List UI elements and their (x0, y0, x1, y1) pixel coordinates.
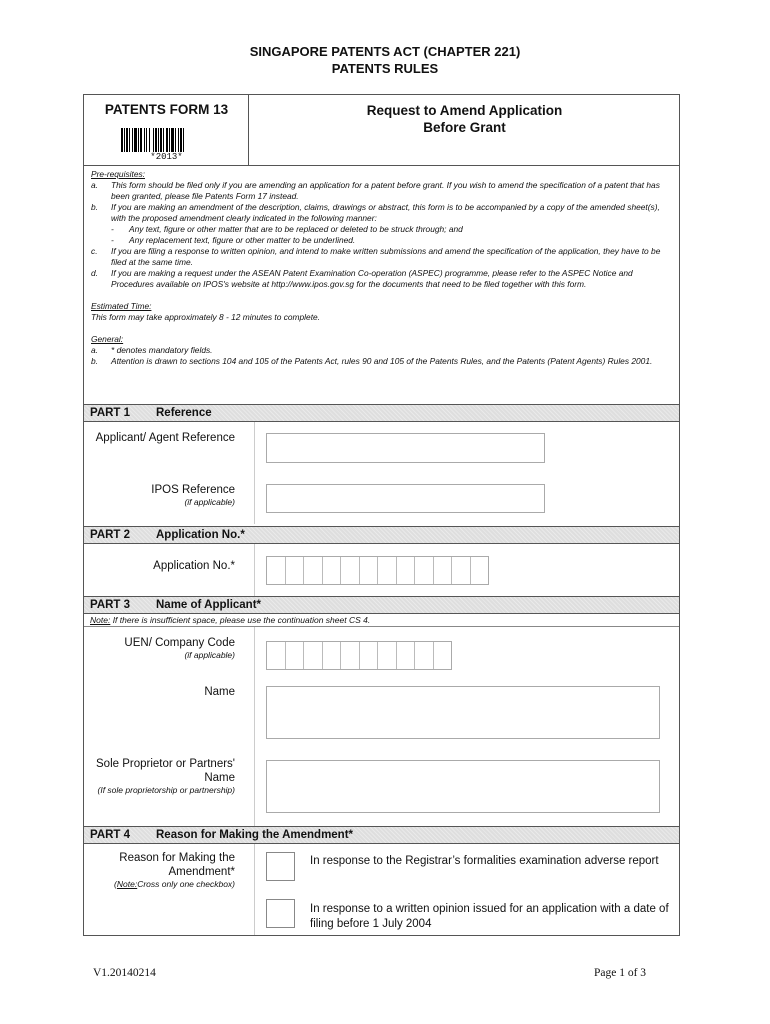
application-number-cell[interactable] (304, 557, 323, 584)
ipos-ref-input[interactable] (266, 484, 545, 513)
form-frame (83, 94, 680, 936)
reason-checkbox-2[interactable] (266, 899, 295, 928)
uen-cell[interactable] (323, 642, 342, 669)
part2-title: Application No.* (156, 529, 245, 541)
prereq-d: d. If you are making a request under the ASEAN Patent Examination Co-operation (ASPEC) programme, please refer to the ASPEC Notice and Procedures available on IPOS's website at http://www.ipos.gov.sg for the documents that need to be filed together with this form. (91, 268, 633, 289)
part4-title: Reason for Making the Amendment* (156, 829, 354, 841)
barcode-bar (121, 128, 123, 152)
prereq-a: a. This form should be filed only if you are amending an application for a patent before grant. If you wish to amend the specification of a patent that has been granted, please file Patents Form 17 instead. (91, 180, 660, 201)
reason-option-1: In response to the Registrar’s formalities examination adverse report (310, 855, 659, 867)
prereq-c: c. If you are filing a response to written opinion, and intend to make written submissions and amend the specification of the application, they have to be filed at the same time. (91, 246, 661, 267)
application-number-input[interactable] (266, 556, 489, 585)
sole-label: Sole Proprietor or Partners' Name (If sole proprietorship or partnership) (85, 757, 235, 796)
barcode-bar (178, 128, 179, 152)
reason-option-2: In response to a written opinion issued for an application with a date of filing before 1 July 2004 (310, 903, 669, 930)
uen-cell[interactable] (267, 642, 286, 669)
application-number-cell[interactable] (452, 557, 471, 584)
app-no-label: Application No.* (153, 560, 235, 572)
rules-title: PATENTS RULES (331, 61, 439, 76)
time-heading: Estimated Time: (91, 301, 152, 311)
application-number-cell[interactable] (267, 557, 286, 584)
uen-cell[interactable] (341, 642, 360, 669)
barcode-icon (121, 128, 213, 152)
applicant-ref-input[interactable] (266, 433, 545, 463)
general-b: b. Attention is drawn to sections 104 and 105 of the Patents Act, rules 90 and 105 of the Patents Rules, and the Patents (Patent Agents) Rules 2001. (91, 356, 653, 366)
part3-number: PART 3 (90, 599, 131, 611)
part1-number: PART 1 (90, 407, 131, 419)
barcode-bar (124, 128, 125, 152)
barcode-bar (134, 128, 137, 152)
form-title (249, 95, 680, 165)
prereq-heading: Pre-requisites: (91, 169, 145, 179)
uen-cell[interactable] (304, 642, 323, 669)
part1-header (84, 404, 679, 422)
barcode-text: *2013* (150, 152, 183, 162)
form-number: PATENTS FORM 13 (104, 102, 229, 117)
sole-proprietor-input[interactable] (266, 760, 660, 813)
uen-cell[interactable] (360, 642, 379, 669)
uen-cell[interactable] (378, 642, 397, 669)
barcode-bar (155, 128, 157, 152)
time-text: This form may take approximately 8 - 12 minutes to complete. (91, 312, 321, 322)
name-label: Name (204, 686, 235, 698)
reason-note: (Note:Cross only one checkbox) (114, 879, 235, 889)
applicant-ref-label: Applicant/ Agent Reference (95, 432, 235, 444)
barcode-bar (153, 128, 154, 152)
uen-sub: (if applicable) (184, 650, 235, 660)
ipos-ref-label: IPOS Reference (if applicable) (85, 483, 235, 508)
reason-label: Reason for Making the Amendment* (Note:Cross only one checkbox) (85, 851, 235, 890)
form-title-line2: Before Grant (423, 120, 506, 135)
barcode-bar (149, 128, 150, 152)
uen-input[interactable] (266, 641, 452, 670)
barcode-bar (126, 128, 128, 152)
page-number: Page 1 of 3 (594, 967, 647, 979)
part2-number: PART 2 (90, 529, 131, 541)
barcode-bar (138, 128, 139, 152)
part4-number: PART 4 (90, 829, 131, 841)
instructions (91, 169, 676, 367)
barcode-bar (158, 128, 159, 152)
divider (254, 544, 255, 596)
part4-header (84, 826, 679, 844)
barcode-bar (169, 128, 170, 152)
application-number-cell[interactable] (378, 557, 397, 584)
divider (254, 844, 255, 935)
sole-sub: (If sole proprietorship or partnership) (97, 785, 235, 795)
uen-cell[interactable] (286, 642, 305, 669)
reason-checkbox-1[interactable] (266, 852, 295, 881)
barcode-bar (144, 128, 145, 152)
application-number-cell[interactable] (360, 557, 379, 584)
barcode-bar (140, 128, 142, 152)
ipos-ref-sub: (if applicable) (184, 497, 235, 507)
barcode-bar (146, 128, 147, 152)
application-number-cell[interactable] (471, 557, 489, 584)
uen-label: UEN/ Company Code (if applicable) (85, 636, 235, 661)
uen-cell[interactable] (415, 642, 434, 669)
part1-title: Reference (156, 407, 212, 419)
divider (84, 626, 679, 627)
general-a: a. * denotes mandatory fields. (91, 345, 213, 355)
form-title-line1: Request to Amend Application (366, 103, 563, 118)
divider (254, 627, 255, 826)
part3-note: Note: If there is insufficient space, please use the continuation sheet CS 4. (90, 615, 371, 625)
barcode-bar (183, 128, 184, 152)
application-number-cell[interactable] (434, 557, 453, 584)
uen-cell[interactable] (397, 642, 416, 669)
part2-header (84, 526, 679, 544)
application-number-cell[interactable] (397, 557, 416, 584)
barcode-bar (180, 128, 182, 152)
general-heading: General: (91, 334, 124, 344)
barcode-bar (163, 128, 164, 152)
divider (84, 165, 679, 166)
uen-cell[interactable] (434, 642, 452, 669)
barcode-bar (160, 128, 162, 152)
barcode-bar (132, 128, 133, 152)
form-number-cell (84, 95, 249, 165)
prereq-b-dash-1: - Any text, figure or other matter that are to be replaced or deleted to be struck through; and (111, 224, 463, 234)
version: V1.20140214 (93, 967, 156, 979)
application-number-cell[interactable] (415, 557, 434, 584)
divider (254, 422, 255, 524)
barcode-bar (175, 128, 176, 152)
barcode-bar (129, 128, 130, 152)
application-number-cell[interactable] (341, 557, 360, 584)
barcode-bar (171, 128, 174, 152)
act-title: SINGAPORE PATENTS ACT (CHAPTER 221) (249, 44, 521, 59)
prereq-b-dash-2: - Any replacement text, figure or other matter to be underlined. (111, 235, 356, 245)
prereq-b: b. If you are making an amendment of the description, claims, drawings or abstract, this form is to be accompanied by a copy of the amended sheet(s), with the proposed amendment clearly indicated in the following manner: (91, 202, 660, 223)
name-input[interactable] (266, 686, 660, 739)
barcode-bar (166, 128, 168, 152)
part3-header (84, 596, 679, 614)
part3-title: Name of Applicant* (156, 599, 262, 611)
application-number-cell[interactable] (323, 557, 342, 584)
application-number-cell[interactable] (286, 557, 305, 584)
